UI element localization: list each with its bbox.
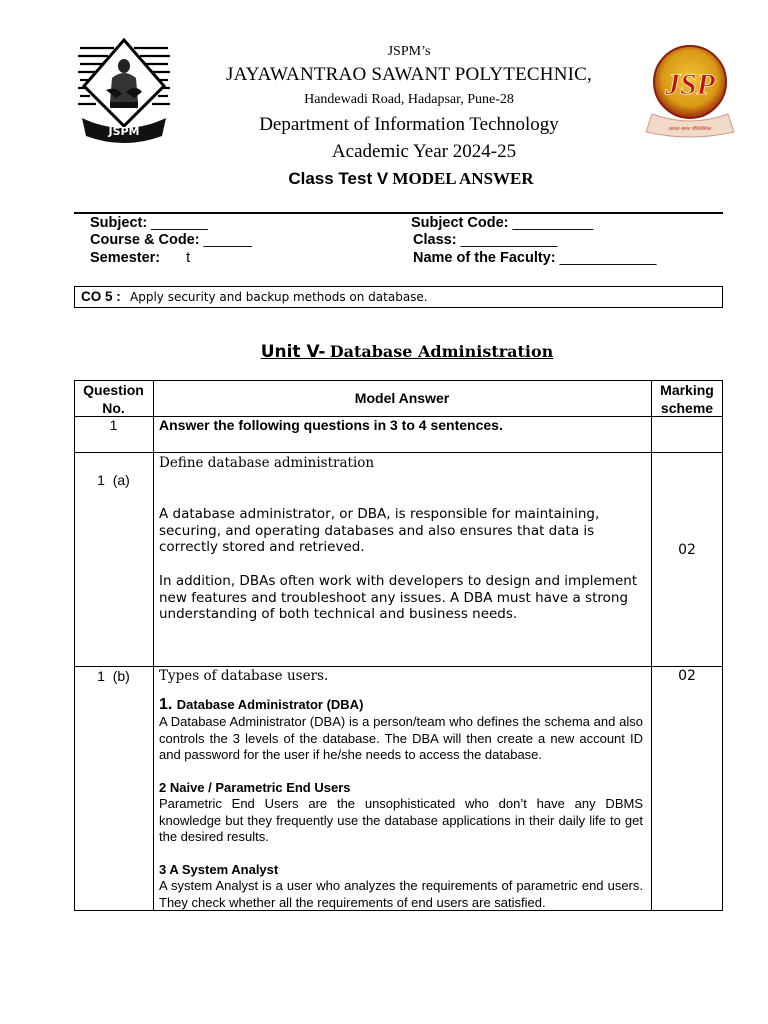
header-marking-line1: Marking [660,382,714,398]
table-border-left [74,380,75,911]
unit-title [0,342,768,362]
row1-question-no: 1 [109,417,118,433]
table-row-divider-3 [74,666,723,667]
table-col-divider-2 [651,380,652,911]
subject-value: _______ [151,215,208,231]
row3-question: Types of database users. [159,668,329,684]
row3-question-no: 1 (b) [97,668,130,684]
academic-year: Academic Year 2024-25 [331,141,517,162]
course-outcome-text: Apply security and backup methods on database. [130,290,428,304]
subject-code-field [411,215,593,231]
faculty-label: Name of the Faculty: [413,250,556,266]
row3-marks: 02 [678,668,696,684]
header-marking-scheme [651,381,723,417]
row2-marks: 02 [678,542,696,558]
course-field [90,232,252,248]
row2-answer-para1: A database administrator, or DBA, is responsible for maintaining, securing, and operating databases and also ensures that data is correctly stored and retrieved. [159,506,600,555]
row2-answer-para2: In addition, DBAs often work with developers to design and implement new features and troubleshoot any issues. A DBA must have a strong understanding of both technical and business needs. [159,573,638,622]
faculty-field [413,250,656,266]
row3-item2-text: Parametric End Users are the unsophisticated who don’t have any DBMS knowledge but they frequently use the database applications in their daily life to get the desired results. [159,796,643,844]
subject-field [90,215,208,231]
college-address: Handewadi Road, Hadapsar, Pune-28 [304,92,514,107]
row3-item1-title: Database Administrator (DBA) [176,697,364,712]
course-outcome-label: CO 5 : [81,289,121,304]
header-model-answer: Model Answer [354,390,450,406]
test-title-class-test: Class Test V [288,169,389,188]
row3-item3-text: A system Analyst is a user who analyzes the requirements of parametric end users. They check whether all the requirements of end users are satisfied. [159,878,643,910]
org-prefix: JSPM’s [387,44,431,59]
faculty-value: ____________ [559,250,657,266]
semester-value: t [186,250,191,266]
svg-text:JSPM: JSPM [108,125,140,138]
answer-table [74,380,723,911]
semester-field [90,250,190,266]
header-question-no [74,381,153,417]
row2-question: Define database administration [159,455,375,471]
row3-item1-heading [159,696,363,714]
table-col-divider-1 [153,380,154,911]
row2-question-no: 1 (a) [97,472,130,488]
row3-item3-title: 3 A System Analyst [159,862,279,877]
row3-item2-title: 2 Naive / Parametric End Users [159,780,351,795]
class-value: ____________ [460,232,558,248]
table-row-divider-2 [74,452,723,453]
college-name: JAYAWANTRAO SAWANT POLYTECHNIC, [226,64,592,85]
course-value: ______ [203,232,252,248]
header-question-no-line1: Question [83,382,144,398]
header-marking-line2: scheme [660,400,714,416]
row3-item1-text: A Database Administrator (DBA) is a person/team who defines the schema and also controls the 3 levels of the database. The DBA will then create a new account ID and password for the user if he/she needs to access the database. [159,714,643,762]
course-outcome-box [74,286,723,308]
unit-name: Database Administration [329,342,554,361]
department-name: Department of Information Technology [259,114,559,135]
subject-code-label: Subject Code: [411,215,509,231]
unit-prefix: Unit V- [260,342,326,362]
header-question-no-line2: No. [102,400,125,416]
subject-code-value: __________ [512,215,594,231]
header-divider [74,212,723,214]
table-border-top [74,380,723,381]
class-label: Class: [413,232,457,248]
subject-label: Subject: [90,215,148,231]
row3-item1-number: 1. [159,696,173,713]
test-title [0,169,768,189]
semester-label: Semester: [90,250,161,266]
table-border-right [722,380,723,911]
test-title-model-answer: MODEL ANSWER [392,169,534,188]
svg-text:जयवंत सावंत पॉलिटेक्निक: जयवंत सावंत पॉलिटेक्निक [668,127,712,132]
svg-text:JSP: JSP [664,68,716,101]
class-field [413,232,557,248]
row1-instruction: Answer the following questions in 3 to 4 sentences. [159,417,503,433]
course-label: Course & Code: [90,232,200,248]
